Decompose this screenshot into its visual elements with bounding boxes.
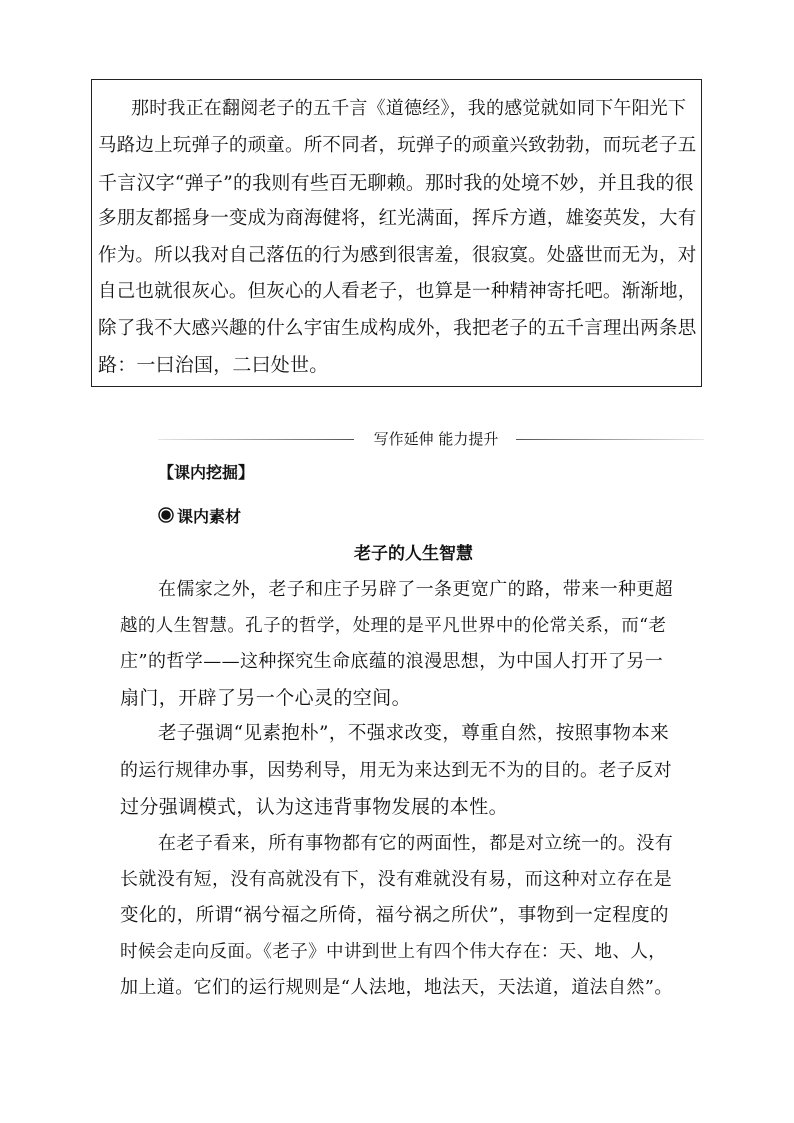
article-line: 庄”的哲学——这种探究生命底蕴的浪漫思想，为中国人打开了另一 — [120, 651, 664, 672]
passage-line: 自己也就很灰心。但灰心的人看老子，也算是一种精神寄托吧。渐渐地， — [98, 281, 697, 302]
passage-line: 千言汉字“弹子”的我则有些百无聊赖。那时我的处境不妙，并且我的很 — [98, 172, 694, 194]
boxed-passage — [91, 79, 702, 387]
article-line: 的运行规律办事，因势利导，用无为来达到无不为的目的。老子反对 — [120, 760, 672, 781]
article-line: 扇门，开辟了另一个心灵的空间。 — [120, 687, 412, 709]
article-line: 老子强调“见素抱朴”，不强求改变，尊重自然，按照事物本来 — [158, 723, 670, 744]
passage-line: 那时我正在翻阅老子的五千言《道德经》，我的感觉就如同下午阳光下 — [131, 98, 687, 119]
subsection-heading: 【课内挖掘】 — [158, 463, 255, 482]
material-label-text: 课内素材 — [177, 506, 242, 526]
material-label — [158, 503, 241, 527]
article-line: 在儒家之外，老子和庄子另辟了一条更宽广的路，带来一种更超 — [158, 579, 674, 600]
passage-line: 多朋友都摇身一变成为商海健将，红光满面，挥斥方遒，雄姿英发，大有 — [98, 208, 697, 229]
article-line: 在老子看来，所有事物都有它的两面性，都是对立统一的。没有 — [158, 833, 674, 854]
article-line: 过分强调模式，认为这违背事物发展的本性。 — [120, 796, 509, 818]
article-line: 时候会走向反面。《老子》中讲到世上有四个伟大存在：天、地、人， — [120, 942, 667, 962]
passage-line: 除了我不大感兴趣的什么宇宙生成构成外，我把老子的五千言理出两条思 — [98, 318, 697, 339]
target-circle-icon — [158, 507, 174, 523]
passage-line: 路：一曰治国，二曰处世。 — [98, 354, 329, 376]
section-divider-label: 写作延伸 能力提升 — [373, 430, 499, 448]
divider-rule-right — [516, 439, 704, 440]
passage-line: 作为。所以我对自己落伍的行为感到很害羞，很寂寞。处盛世而无为，对 — [98, 245, 697, 266]
article-line: 长就没有短，没有高就没有下，没有难就没有易，而这种对立存在是 — [120, 869, 672, 890]
divider-rule-left — [158, 439, 354, 440]
article-line: 变化的，所谓“祸兮福之所倚，福兮祸之所伏”，事物到一定程度的 — [120, 905, 669, 926]
article-title: 老子的人生智慧 — [354, 544, 473, 564]
section-divider — [158, 428, 704, 450]
passage-line: 马路边上玩弹子的顽童。所不同者，玩弹子的顽童兴致勃勃，而玩老子五 — [98, 135, 697, 156]
article-line: 加上道。它们的运行规则是“人法地，地法天，天法道，道法自然”。 — [120, 977, 673, 998]
article-line: 越的人生智慧。孔子的哲学，处理的是平凡世界中的伦常关系，而“老 — [120, 616, 667, 636]
